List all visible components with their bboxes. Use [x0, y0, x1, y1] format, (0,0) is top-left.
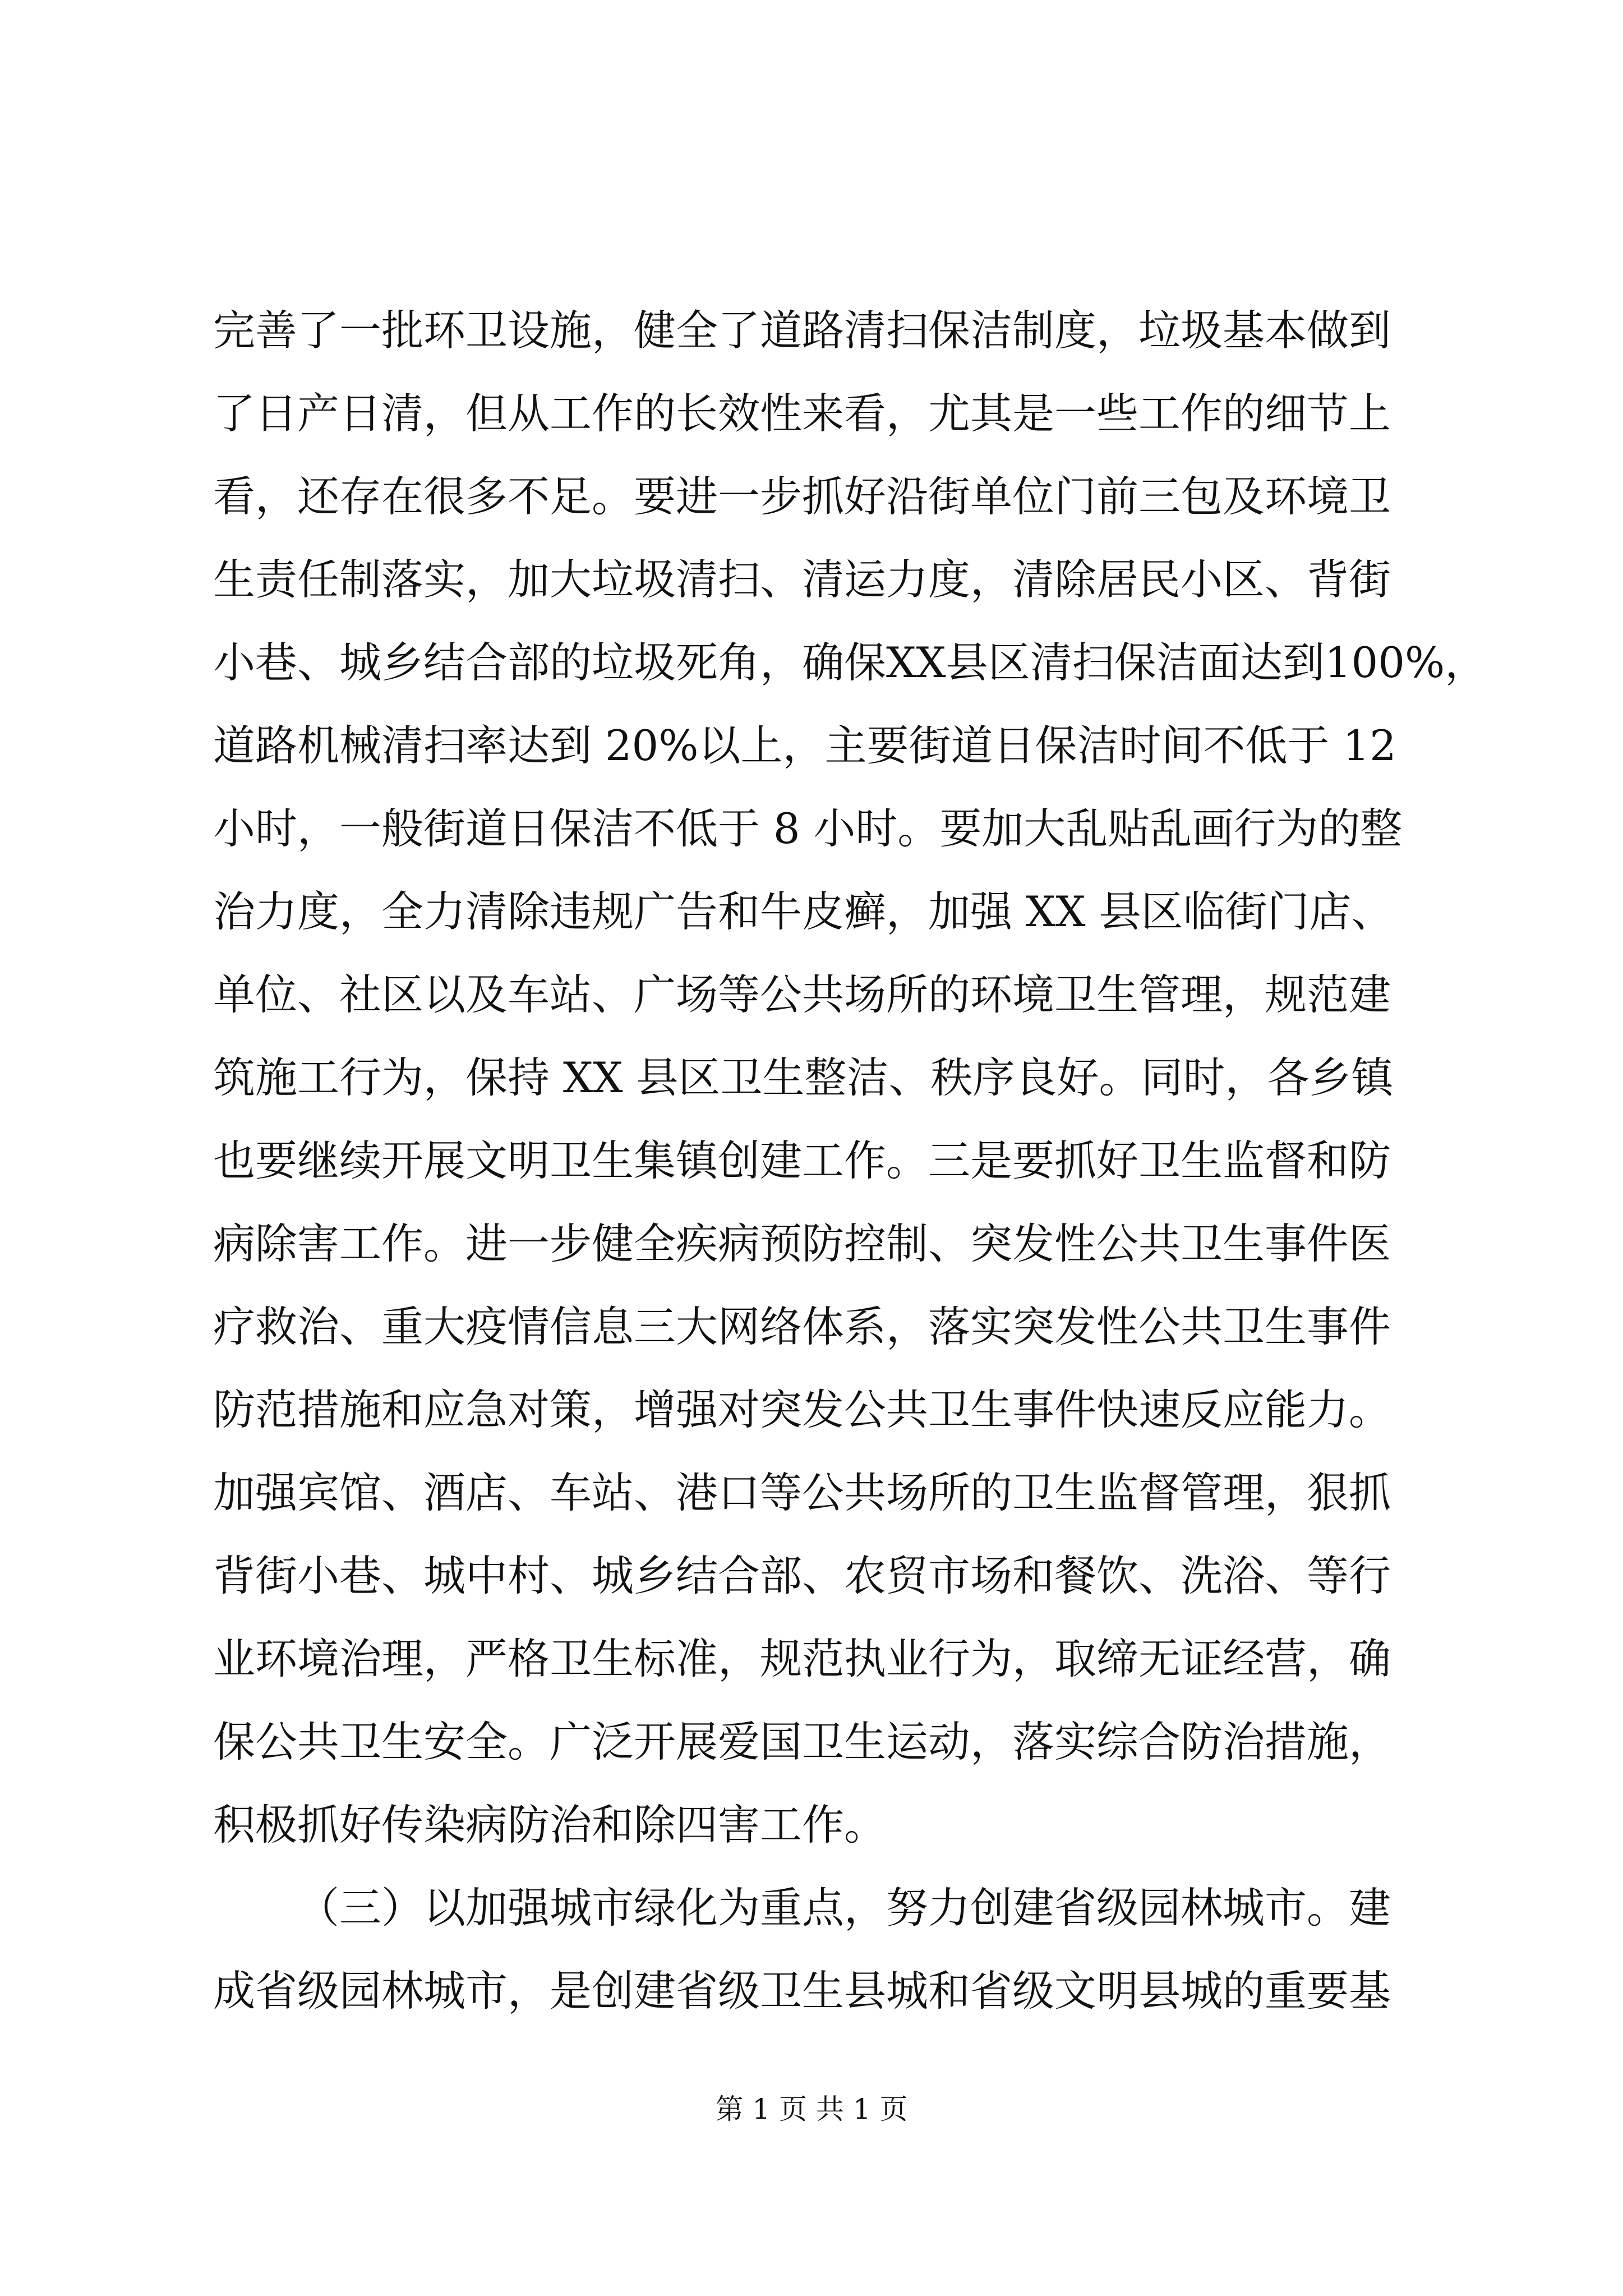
text-line: 小时，一般街道日保洁不低于 8 小时。要加大乱贴乱画行为的整	[213, 804, 1403, 853]
body-text	[213, 289, 1487, 2032]
text-line: 单位、社区以及车站、广场等公共场所的环境卫生管理，规范建	[213, 970, 1391, 1019]
text-line: 治力度，全力清除违规广告和牛皮癣，加强 XX 县区临街门店、	[213, 887, 1394, 936]
text-line: 背街小巷、城中村、城乡结合部、农贸市场和餐饮、洗浴、等行	[213, 1551, 1391, 1600]
section-heading-line: （三）以加强城市绿化为重点，努力创建省级园林城市。建	[297, 1883, 1391, 1932]
text-line: 加强宾馆、酒店、车站、港口等公共场所的卫生监督管理，狠抓	[213, 1468, 1391, 1517]
text-line: 看，还存在很多不足。要进一步抓好沿街单位门前三包及环境卫	[213, 472, 1391, 521]
text-line: 了日产日清，但从工作的长效性来看，尤其是一些工作的细节上	[213, 389, 1391, 438]
text-line: 小巷、城乡结合部的垃圾死角，确保XX县区清扫保洁面达到100%，	[213, 638, 1487, 687]
text-line: 病除害工作。进一步健全疾病预防控制、突发性公共卫生事件医	[213, 1219, 1391, 1268]
text-line: 防范措施和应急对策，增强对突发公共卫生事件快速反应能力。	[213, 1385, 1391, 1434]
text-line: 业环境治理，严格卫生标准，规范执业行为，取缔无证经营，确	[213, 1634, 1391, 1683]
text-line: 积极抓好传染病防治和除四害工作。	[213, 1800, 887, 1849]
text-line: 保公共卫生安全。广泛开展爱国卫生运动，落实综合防治措施，	[213, 1717, 1391, 1766]
text-line: 疗救治、重大疫情信息三大网络体系，落实突发性公共卫生事件	[213, 1302, 1391, 1351]
text-line: 也要继续开展文明卫生集镇创建工作。三是要抓好卫生监督和防	[213, 1136, 1391, 1185]
text-line: 生责任制落实，加大垃圾清扫、清运力度，清除居民小区、背街	[213, 555, 1391, 604]
page-footer: 第 1 页 共 1 页	[715, 2093, 908, 2125]
text-line: 筑施工行为，保持 XX 县区卫生整洁、秩序良好。同时，各乡镇	[213, 1053, 1394, 1102]
text-line: 完善了一批环卫设施，健全了道路清扫保洁制度，垃圾基本做到	[213, 306, 1391, 355]
text-line: 道路机械清扫率达到 20%以上，主要街道日保洁时间不低于 12	[213, 721, 1396, 770]
text-line: 成省级园林城市，是创建省级卫生县城和省级文明县城的重要基	[213, 1966, 1391, 2016]
